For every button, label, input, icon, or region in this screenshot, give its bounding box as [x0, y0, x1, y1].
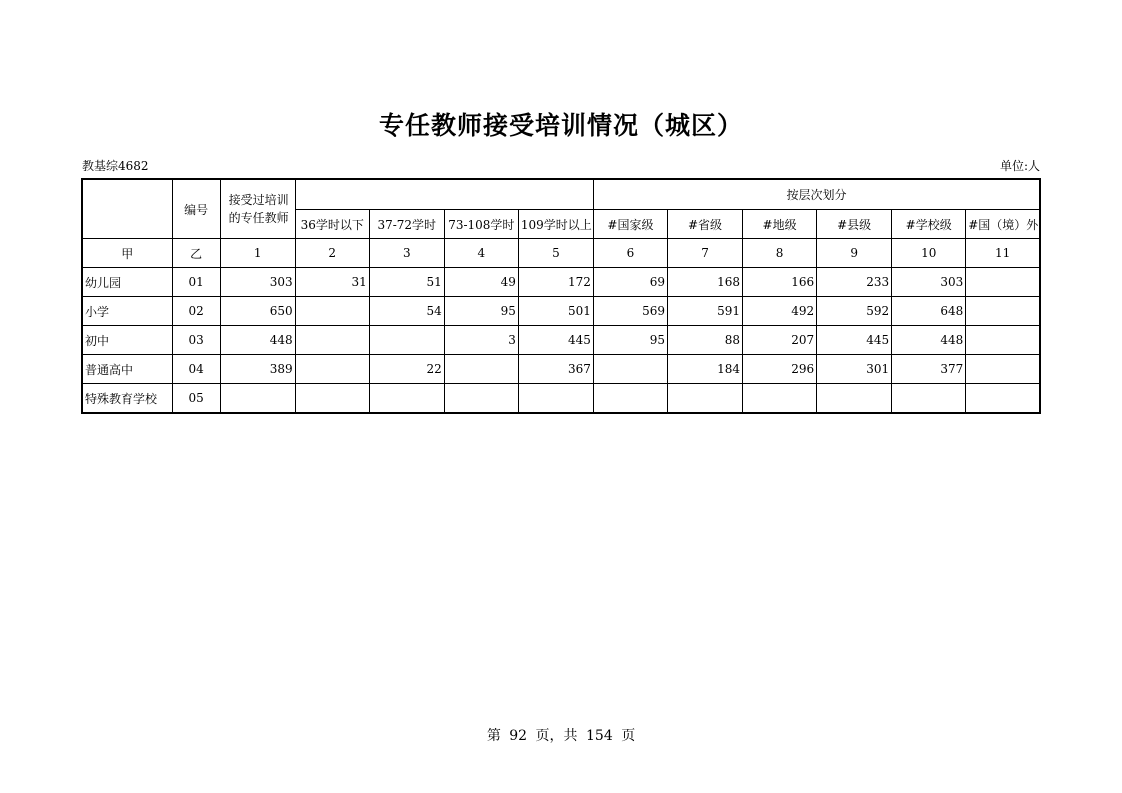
row-value [817, 384, 892, 414]
unit-label: 单位:人 [999, 159, 1040, 173]
index-cell: 5 [518, 239, 593, 268]
header-hours-col: 36学时以下 [295, 210, 369, 239]
row-value: 591 [667, 297, 742, 326]
index-cell: 7 [667, 239, 742, 268]
row-value: 233 [817, 268, 892, 297]
row-value: 492 [743, 297, 817, 326]
header-level-col: #县级 [817, 210, 892, 239]
row-value: 501 [518, 297, 593, 326]
training-table [81, 178, 1041, 414]
row-name: 幼儿园 [82, 268, 172, 297]
row-code: 03 [172, 326, 220, 355]
header-hours-col: 37-72学时 [369, 210, 444, 239]
footer-suffix: 页 [621, 728, 636, 744]
row-value: 389 [220, 355, 295, 384]
row-value [966, 297, 1040, 326]
row-value [369, 326, 444, 355]
row-value: 648 [892, 297, 966, 326]
table-row [82, 297, 1040, 326]
header-level-col: #地级 [743, 210, 817, 239]
row-value: 88 [667, 326, 742, 355]
index-row [82, 239, 1040, 268]
row-value [966, 268, 1040, 297]
row-name: 初中 [82, 326, 172, 355]
row-value: 172 [518, 268, 593, 297]
page-footer [0, 725, 1122, 745]
header-hours-col: 109学时以上 [518, 210, 593, 239]
row-value [220, 384, 295, 414]
report-title: 专任教师接受培训情况（城区） [378, 111, 743, 140]
row-value: 303 [892, 268, 966, 297]
index-cell: 6 [593, 239, 667, 268]
row-value: 592 [817, 297, 892, 326]
row-value: 448 [892, 326, 966, 355]
footer-mid: 页，共 [535, 728, 578, 744]
row-code: 02 [172, 297, 220, 326]
row-value: 184 [667, 355, 742, 384]
row-value: 69 [593, 268, 667, 297]
row-value [966, 384, 1040, 414]
row-value: 303 [220, 268, 295, 297]
row-name: 小学 [82, 297, 172, 326]
row-value: 95 [444, 297, 518, 326]
index-cell: 8 [743, 239, 817, 268]
row-value: 377 [892, 355, 966, 384]
index-cell: 3 [369, 239, 444, 268]
header-level-col: #学校级 [892, 210, 966, 239]
row-value [444, 384, 518, 414]
index-cell: 11 [966, 239, 1040, 268]
index-cell: 4 [444, 239, 518, 268]
form-code: 教基综4682 [82, 159, 149, 173]
row-value: 296 [743, 355, 817, 384]
index-cell: 2 [295, 239, 369, 268]
table-row [82, 384, 1040, 414]
row-value [892, 384, 966, 414]
row-value: 301 [817, 355, 892, 384]
index-cell: 甲 [82, 239, 172, 268]
table-row [82, 326, 1040, 355]
row-code: 01 [172, 268, 220, 297]
row-value [667, 384, 742, 414]
row-value [518, 384, 593, 414]
row-value [593, 384, 667, 414]
row-value [295, 384, 369, 414]
row-name: 普通高中 [82, 355, 172, 384]
page-number: 92 [509, 728, 528, 744]
row-value: 49 [444, 268, 518, 297]
row-value: 51 [369, 268, 444, 297]
row-value [295, 326, 369, 355]
row-value: 650 [220, 297, 295, 326]
row-value [444, 355, 518, 384]
header-level-col: #国家级 [593, 210, 667, 239]
index-cell: 9 [817, 239, 892, 268]
row-value: 207 [743, 326, 817, 355]
row-code: 04 [172, 355, 220, 384]
row-value: 3 [444, 326, 518, 355]
row-value: 166 [743, 268, 817, 297]
total-pages: 154 [586, 728, 613, 744]
row-value: 445 [817, 326, 892, 355]
header-row-1 [82, 179, 1040, 210]
row-value [369, 384, 444, 414]
table-row [82, 355, 1040, 384]
header-level-group: 按层次划分 [593, 179, 1040, 210]
index-cell: 1 [220, 239, 295, 268]
header-trained-teachers: 接受过培训的专任教师 [220, 179, 295, 239]
header-corner [82, 179, 172, 239]
table-row [82, 268, 1040, 297]
row-value [295, 355, 369, 384]
header-code: 编号 [172, 179, 220, 239]
header-hours-group [295, 179, 593, 210]
row-value: 445 [518, 326, 593, 355]
row-value: 31 [295, 268, 369, 297]
footer-prefix: 第 [486, 728, 501, 744]
index-cell: 乙 [172, 239, 220, 268]
row-value [966, 326, 1040, 355]
row-value: 168 [667, 268, 742, 297]
index-cell: 10 [892, 239, 966, 268]
row-code: 05 [172, 384, 220, 414]
row-value [295, 297, 369, 326]
row-value: 22 [369, 355, 444, 384]
row-value [743, 384, 817, 414]
row-name: 特殊教育学校 [82, 384, 172, 414]
row-value: 367 [518, 355, 593, 384]
header-level-col: #国（境）外 [966, 210, 1040, 239]
row-value: 569 [593, 297, 667, 326]
row-value: 95 [593, 326, 667, 355]
table-body [82, 268, 1040, 414]
row-value [966, 355, 1040, 384]
header-hours-col: 73-108学时 [444, 210, 518, 239]
header-level-col: #省级 [667, 210, 742, 239]
row-value: 448 [220, 326, 295, 355]
row-value: 54 [369, 297, 444, 326]
row-value [593, 355, 667, 384]
